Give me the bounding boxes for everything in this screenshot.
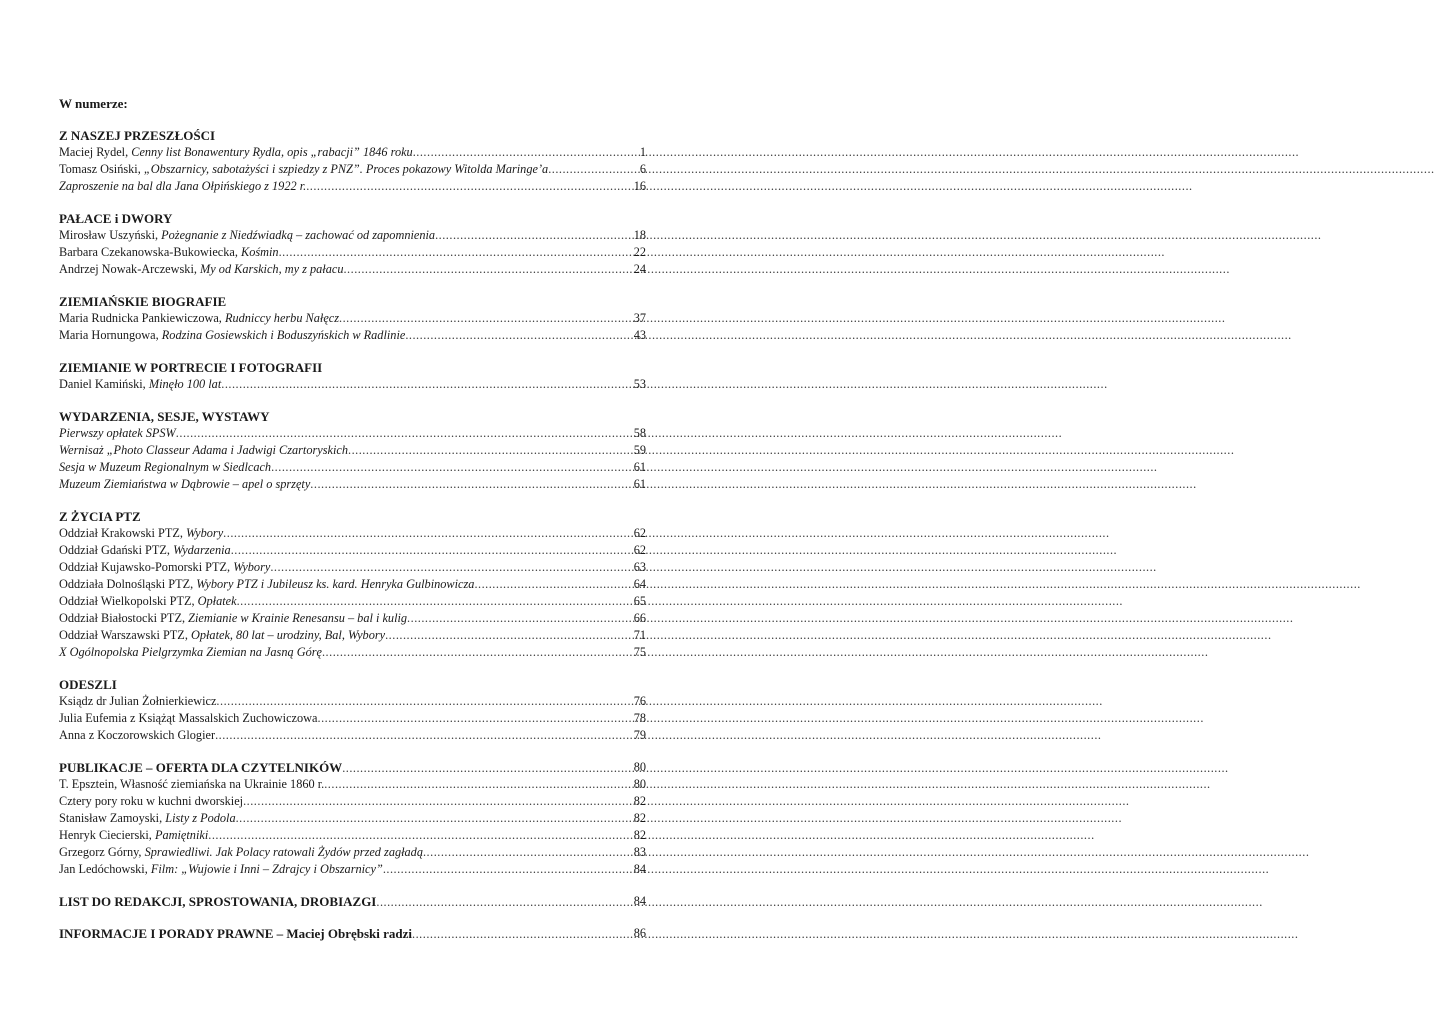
toc-entry-text <box>59 861 619 878</box>
page-number: 16 <box>633 179 646 193</box>
section-title: Z ŻYCIA PTZ <box>59 509 141 524</box>
entry-text <box>59 776 324 793</box>
entry-text <box>59 261 343 278</box>
toc-section-title-row <box>59 759 646 776</box>
toc-entry-text <box>59 627 619 644</box>
entry-author: Henryk Ciecierski, <box>59 828 155 842</box>
entry-author: Oddział Białostocki PTZ, <box>59 611 189 625</box>
leader-dots <box>270 559 619 576</box>
toc-entry <box>59 593 646 610</box>
toc-section <box>59 127 646 195</box>
toc-entry <box>59 144 646 161</box>
table-of-contents <box>59 96 646 957</box>
leader-dots <box>215 727 619 744</box>
toc-entry-text <box>59 827 619 844</box>
leader-dots <box>342 760 619 777</box>
toc-entry-list-do-redakcji <box>59 893 646 910</box>
toc-section <box>59 210 646 278</box>
toc-entry <box>59 576 646 593</box>
entry-title: Rodzina Gosiewskich i Boduszyńskich w Radlinie <box>161 328 406 342</box>
entry-title: Pamiętniki <box>154 828 209 842</box>
toc-entry <box>59 627 646 644</box>
entry-title: Sprawiedliwi. Jak Polacy ratowali Żydów przed zagładą <box>144 845 423 859</box>
leader-dots <box>243 793 619 810</box>
toc-entry-text <box>59 376 619 393</box>
toc-entry-text <box>59 310 619 327</box>
toc-entry <box>59 244 646 261</box>
entry-text <box>59 861 383 878</box>
section-title: Z NASZEJ PRZESZŁOŚCI <box>59 128 216 143</box>
section-title: LIST DO REDAKCJI, SPROSTOWANIA, DROBIAZGI <box>59 894 377 909</box>
entry-title: Kośmin <box>241 245 279 259</box>
page-number: 65 <box>633 594 646 608</box>
toc-entry <box>59 442 646 459</box>
leader-dots <box>176 425 619 442</box>
toc-entry <box>59 459 646 476</box>
section-title: ODESZLI <box>59 677 117 692</box>
entry-title: Wybory <box>233 560 271 574</box>
entry-title: Zaproszenie na bal dla Jana Ołpińskiego z 1922 r. <box>59 179 307 193</box>
leader-dots <box>237 593 619 610</box>
page-number: 86 <box>633 926 646 940</box>
entry-author: Andrzej Nowak-Arczewski, <box>59 262 201 276</box>
leader-dots <box>221 376 619 393</box>
toc-entry-informacje <box>59 925 646 942</box>
page-number: 66 <box>633 611 646 625</box>
toc-entry <box>59 376 646 393</box>
leader-dots <box>216 693 619 710</box>
page-number: 61 <box>633 477 646 491</box>
entry-text <box>59 644 322 661</box>
entry-title: Wybory PTZ i Jubileusz ks. kard. Henryka Gulbinowicza <box>196 577 475 591</box>
section-title: ZIEMIANIE W PORTRECIE I FOTOGRAFII <box>59 360 323 375</box>
leader-dots <box>423 844 619 861</box>
entry-author: T. Epsztein, Własność ziemiańska na Ukrainie 1860 r. <box>59 777 325 791</box>
toc-entry-text <box>59 442 619 459</box>
toc-entry-text <box>59 710 619 727</box>
toc-entry <box>59 793 646 810</box>
entry-author: Barbara Czekanowska-Bukowiecka, <box>59 245 241 259</box>
toc-entry <box>59 261 646 278</box>
toc-entry-text <box>59 261 619 278</box>
entry-title: Film: „Wujowie i Inni – Zdrajcy i Obszarnicy” <box>150 862 383 876</box>
page-number: 71 <box>633 628 646 642</box>
toc-entry-text <box>59 693 619 710</box>
entry-text <box>59 844 423 861</box>
entry-text <box>59 576 474 593</box>
entry-text <box>59 459 271 476</box>
publikacje-entries <box>59 776 646 878</box>
page-number: 79 <box>633 728 646 742</box>
leader-dots <box>271 459 619 476</box>
entry-text <box>59 442 348 459</box>
toc-entry <box>59 310 646 327</box>
entry-text <box>59 559 270 576</box>
toc-entry <box>59 727 646 744</box>
entry-title: Ziemianie w Krainie Renesansu – bal i kulig <box>188 611 408 625</box>
toc-entry-text <box>59 425 619 442</box>
entry-text <box>59 178 306 195</box>
section-title: WYDARZENIA, SESJE, WYSTAWY <box>59 409 270 424</box>
toc-entry <box>59 542 646 559</box>
page-number: 84 <box>633 862 646 876</box>
leader-dots <box>231 542 619 559</box>
entry-title: My od Karskich, my z pałacu <box>200 262 344 276</box>
entry-text <box>59 327 405 344</box>
entry-author: Ksiądz dr Julian Żołnierkiewicz <box>59 694 217 708</box>
entry-text <box>59 144 413 161</box>
page-number: 37 <box>633 311 646 325</box>
toc-entry <box>59 693 646 710</box>
leader-dots <box>208 827 619 844</box>
entry-title: Listy z Podola <box>165 811 236 825</box>
entry-author: Oddział Wielkopolski PTZ, <box>59 594 198 608</box>
leader-dots <box>324 776 619 793</box>
leader-dots <box>310 476 619 493</box>
toc-entry-text <box>59 161 619 178</box>
toc-entry-text <box>59 144 619 161</box>
page-number: 63 <box>633 560 646 574</box>
entry-author: Maria Rudnicka Pankiewiczowa, <box>59 311 225 325</box>
page-number: 83 <box>633 845 646 859</box>
toc-section <box>59 676 646 744</box>
entry-author: Grzegorz Górny, <box>59 845 145 859</box>
entry-text <box>59 793 243 810</box>
toc-entry <box>59 178 646 195</box>
page-number: 24 <box>633 262 646 276</box>
toc-entry-text <box>59 593 619 610</box>
entry-text <box>59 727 215 744</box>
leader-dots <box>223 525 619 542</box>
leader-dots <box>236 810 619 827</box>
page-number: 78 <box>633 711 646 725</box>
entry-author: Oddział Krakowski PTZ, <box>59 526 187 540</box>
entry-title: Pierwszy opłatek SPSW <box>59 426 176 440</box>
leader-dots <box>435 227 619 244</box>
section-title: PAŁACE i DWORY <box>59 211 173 226</box>
leader-dots <box>412 926 619 943</box>
page-number: 58 <box>633 426 646 440</box>
page-number: 59 <box>633 443 646 457</box>
entry-author: Daniel Kamiński, <box>59 377 149 391</box>
toc-entry <box>59 844 646 861</box>
leader-dots <box>279 244 619 261</box>
section-title: PUBLIKACJE – OFERTA DLA CZYTELNIKÓW <box>59 760 343 775</box>
page-number: 80 <box>633 760 646 774</box>
entry-author: Mirosław Uszyński, <box>59 228 162 242</box>
toc-sections <box>59 127 646 744</box>
leader-dots <box>376 894 619 911</box>
toc-entry <box>59 644 646 661</box>
page-heading: W numerze: <box>59 96 128 111</box>
toc-entry <box>59 710 646 727</box>
toc-entry <box>59 327 646 344</box>
leader-dots <box>385 627 619 644</box>
toc-entry <box>59 776 646 793</box>
entry-text <box>59 710 318 727</box>
toc-entry <box>59 861 646 878</box>
toc-entry-text <box>59 576 619 593</box>
leader-dots <box>322 644 619 661</box>
toc-entry <box>59 161 646 178</box>
toc-entry-text <box>59 610 619 627</box>
toc-entry-text <box>59 776 619 793</box>
leader-dots <box>383 861 619 878</box>
page-number: 62 <box>633 543 646 557</box>
toc-entry <box>59 525 646 542</box>
page-number: 84 <box>633 894 646 908</box>
toc-entry <box>59 827 646 844</box>
entry-title: Opłatek, 80 lat – urodziny, Bal, Wybory <box>190 628 386 642</box>
entry-text <box>59 376 221 393</box>
entry-title: Rudniccy herbu Nałęcz <box>224 311 340 325</box>
entry-text <box>59 610 407 627</box>
page-number: 18 <box>633 228 646 242</box>
entry-author: Oddział Warszawski PTZ, <box>59 628 191 642</box>
toc-entry-text <box>59 476 619 493</box>
toc-entry-text <box>59 459 619 476</box>
page-number: 80 <box>633 777 646 791</box>
leader-dots <box>348 442 619 459</box>
toc-section-publikacje <box>59 759 646 878</box>
entry-author: Maria Hornungowa, <box>59 328 162 342</box>
entry-title: Opłatek <box>197 594 237 608</box>
leader-dots <box>339 310 619 327</box>
entry-text <box>59 227 435 244</box>
toc-entry-text <box>59 559 619 576</box>
leader-dots <box>413 144 619 161</box>
entry-author: Oddział Gdański PTZ, <box>59 543 174 557</box>
entry-text <box>59 693 216 710</box>
toc-entry <box>59 476 646 493</box>
entry-title: Wernisaż „Photo Classeur Adama i Jadwigi Czartoryskich <box>59 443 348 457</box>
leader-dots <box>548 161 619 178</box>
page-number: 82 <box>633 828 646 842</box>
entry-text <box>59 627 385 644</box>
entry-title: Sesja w Muzeum Regionalnym w Siedlcach <box>59 460 272 474</box>
toc-section <box>59 293 646 344</box>
entry-author: Oddziała Dolnośląski PTZ, <box>59 577 197 591</box>
leader-dots <box>318 710 620 727</box>
entry-title: Muzeum Ziemiaństwa w Dąbrowie – apel o sprzęty <box>59 477 311 491</box>
page-number: 82 <box>633 811 646 825</box>
section-title: INFORMACJE I PORADY PRAWNE – Maciej Obrębski radzi <box>59 926 413 941</box>
toc-entry <box>59 810 646 827</box>
toc-entry <box>59 559 646 576</box>
leader-dots <box>474 576 619 593</box>
entry-author: Cztery pory roku w kuchni dworskiej <box>59 794 244 808</box>
page-number: 6 <box>639 162 646 176</box>
page-number: 75 <box>633 645 646 659</box>
toc-entry-text <box>59 810 619 827</box>
toc-entry <box>59 425 646 442</box>
entry-text <box>59 593 237 610</box>
entry-text <box>59 310 339 327</box>
toc-entry-text <box>59 793 619 810</box>
toc-section <box>59 359 646 393</box>
entry-author: Jan Ledóchowski, <box>59 862 151 876</box>
entry-text <box>59 161 548 178</box>
toc-entry-text <box>59 542 619 559</box>
entry-author: Stanisław Zamoyski, <box>59 811 166 825</box>
entry-text <box>59 425 176 442</box>
leader-dots <box>405 327 619 344</box>
entry-text <box>59 827 208 844</box>
toc-entry-text <box>59 227 619 244</box>
page-number: 43 <box>633 328 646 342</box>
toc-entry-text <box>59 727 619 744</box>
toc-entry-text <box>59 178 619 195</box>
entry-title: Wybory <box>186 526 224 540</box>
entry-text <box>59 542 231 559</box>
toc-entry <box>59 610 646 627</box>
page-number: 53 <box>633 377 646 391</box>
entry-title: X Ogólnopolska Pielgrzymka Ziemian na Jasną Górę <box>59 645 322 659</box>
toc-section <box>59 408 646 493</box>
toc-entry <box>59 227 646 244</box>
entry-author: Oddział Kujawsko-Pomorski PTZ, <box>59 560 234 574</box>
entry-text <box>59 810 236 827</box>
entry-author: Maciej Rydel, <box>59 145 132 159</box>
section-title: ZIEMIAŃSKIE BIOGRAFIE <box>59 294 227 309</box>
entry-title: Minęło 100 lat <box>148 377 222 391</box>
entry-author: Julia Eufemia z Książąt Massalskich Zuchowiczowa <box>59 711 318 725</box>
entry-text <box>59 244 279 261</box>
entry-title: „Obszarnicy, sabotażyści i szpiedzy z PNZ”. Proces pokazowy Witolda Maringe’a <box>143 162 549 176</box>
page-number: 76 <box>633 694 646 708</box>
entry-text <box>59 525 223 542</box>
page-number: 1 <box>639 145 646 159</box>
page-number: 62 <box>633 526 646 540</box>
page-number: 61 <box>633 460 646 474</box>
entry-title: Wydarzenia <box>173 543 231 557</box>
toc-section <box>59 508 646 661</box>
page-number: 64 <box>633 577 646 591</box>
page-number: 82 <box>633 794 646 808</box>
leader-dots <box>343 261 619 278</box>
leader-dots <box>306 178 619 195</box>
page-number: 22 <box>633 245 646 259</box>
entry-text <box>59 476 310 493</box>
toc-entry-text <box>59 844 619 861</box>
toc-entry-text <box>59 327 619 344</box>
leader-dots <box>407 610 619 627</box>
entry-title: Pożegnanie z Niedźwiadką – zachować od zapomnienia <box>161 228 436 242</box>
toc-entry-text <box>59 644 619 661</box>
entry-author: Tomasz Osiński, <box>59 162 144 176</box>
toc-entry-text <box>59 525 619 542</box>
toc-entry-text <box>59 244 619 261</box>
entry-author: Anna z Koczorowskich Glogier <box>59 728 216 742</box>
entry-title: Cenny list Bonawentury Rydla, opis „rabacji” 1846 roku <box>131 145 413 159</box>
